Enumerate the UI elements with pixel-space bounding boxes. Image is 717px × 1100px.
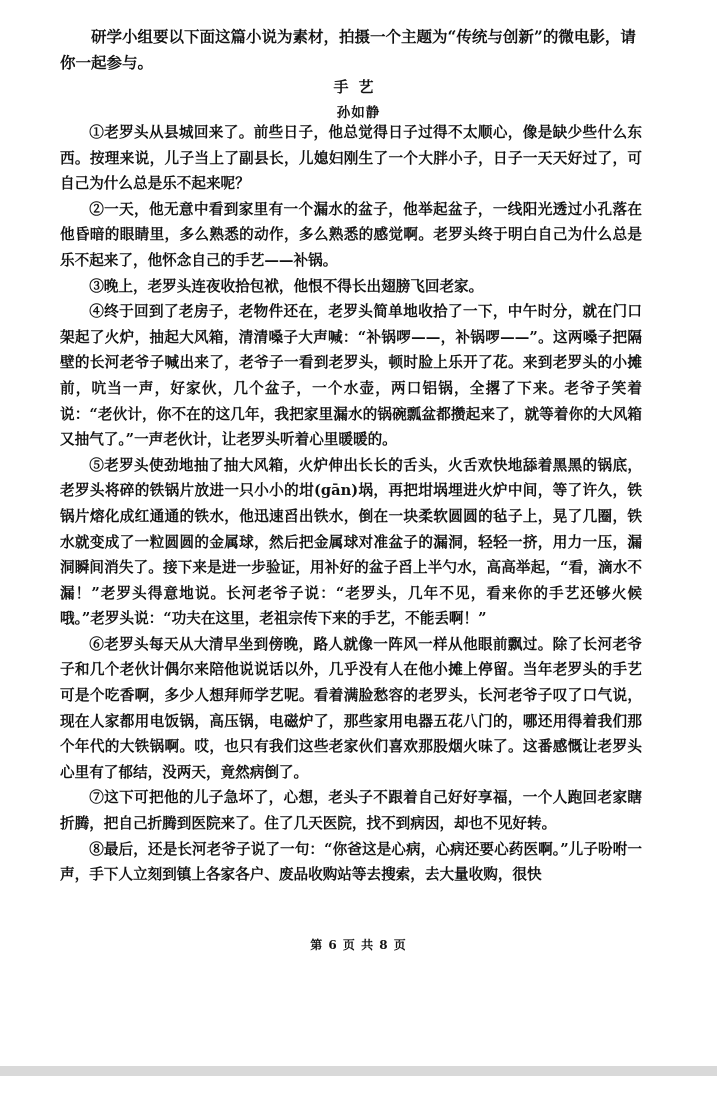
paragraph-6: ⑥老罗头每天从大清早坐到傍晚，路人就像一阵风一样从他眼前飘过。除了长河老爷子和几个老伙计偶尔来陪他说说话以外，几乎没有人在他小摊上停留。当年老罗头的手艺可是个吃香啊，多少人想拜师学艺呢。看着满脸愁容的老罗头，长河老爷子叹了口气说，现在人家都用电饭锅，高压锅，电磁炉了，那些家用电器五花八门的，哪还用得着我们那个年代的大铁锅啊。哎，也只有我们这些老家伙们喜欢那股烟火味了。这番感慨让老罗头心里有了郁结，没两天，竟然病倒了。 (60, 635, 642, 781)
page-number: 第 6 页 共 8 页 (310, 938, 407, 952)
task-intro: 研学小组要以下面这篇小说为素材，拍摄一个主题为“传统与创新”的微电影，请你一起参与。 (60, 27, 636, 72)
story-body (60, 120, 642, 888)
paragraph-8: ⑧最后，还是长河老爷子说了一句：“你爸这是心病，心病还要心药医啊。”儿子吩咐一声，手下人立刻到镇上各家各户、废品收购站等去搜索，去大量收购，很快 (60, 840, 642, 884)
paragraph-7: ⑦这下可把他的儿子急坏了，心想，老头子不跟着自己好好享福，一个人跑回老家瞎折腾，把自己折腾到医院来了。住了几天医院，找不到病因，却也不见好转。 (60, 789, 642, 833)
paragraph-4: ④终于回到了老房子，老物件还在，老罗头简单地收拾了一下，中午时分，就在门口架起了火炉，抽起大风箱，清清嗓子大声喊：“补锅啰——，补锅啰——”。这两嗓子把隔壁的长河老爷子喊出来了，老爷子一看到老罗头，顿时脸上乐开了花。来到老罗头的小摊前，吭当一声，好家伙，几个盆子，一个水壶，两口铝锅，全撂了下来。老爷子笑着说：“老伙计，你不在的这几年，我把家里漏水的锅碗瓢盆都攒起来了，就等着你的大风箱又抽气了。”一声老伙计，让老罗头听着心里暖暖的。 (60, 303, 642, 449)
paragraph-5: ⑤老罗头使劲地抽了抽大风箱，火炉伸出长长的舌头，火舌欢快地舔着黑黑的锅底，老罗头将碎的铁锅片放进一只小小的坩(gān)埚，再把坩埚埋进火炉中间，等了许久，铁锅片熔化成红通通的铁水，他迅速舀出铁水，倒在一块柔软圆圆的毡子上，晃了几圈，铁水就变成了一粒圆圆的金属球，然后把金属球对准盆子的漏洞，轻轻一挤，用力一压，漏洞瞬间消失了。接下来是进一步验证，用补好的盆子舀上半勺水，高高举起，“看，滴水不漏！”老罗头得意地说。长河老爷子说：“老罗头，几年不见，看来你的手艺还够火候哦。”老罗头说：“功夫在这里，老祖宗传下来的手艺，不能丢啊！” (60, 456, 642, 628)
story-author: 孙如静 (336, 105, 381, 121)
paragraph-3: ③晚上，老罗头连夜收拾包袱，他恨不得长出翅膀飞回老家。 (89, 277, 484, 295)
paragraph-1: ①老罗头从县城回来了。前些日子，他总觉得日子过得不太顺心，像是缺少些什么东西。按理来说，儿子当上了副县长，儿媳妇刚生了一个大胖小子，日子一天天好过了，可自己为什么总是乐不起来呢？ (60, 124, 642, 193)
paragraph-2: ②一天，他无意中看到家里有一个漏水的盆子，他举起盆子，一线阳光透过小孔落在他昏暗的眼睛里，多么熟悉的动作，多么熟悉的感觉啊。老罗头终于明白自己为什么总是乐不起来了，他怀念自己的手艺——补锅。 (60, 200, 642, 269)
story-title: 手艺 (333, 78, 384, 96)
viewer-bottom-gap (0, 1076, 717, 1100)
